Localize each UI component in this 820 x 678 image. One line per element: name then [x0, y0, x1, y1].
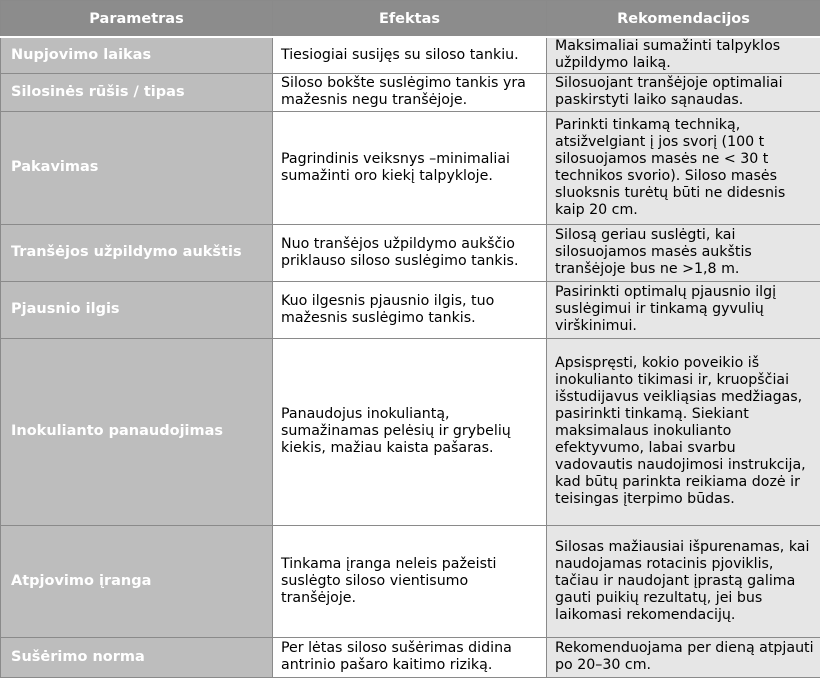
- parameter-cell: Sušėrimo norma: [1, 637, 273, 677]
- parameter-cell: Silosinės rūšis / tipas: [1, 73, 273, 111]
- effect-cell: Nuo tranšėjos užpildymo aukščio priklauso siloso suslėgimo tankis.: [273, 224, 547, 281]
- effect-cell: Tiesiogiai susijęs su siloso tankiu.: [273, 37, 547, 73]
- table-row: [1, 224, 820, 281]
- table-row: [1, 37, 820, 73]
- parameter-cell: Tranšėjos užpildymo aukštis: [1, 224, 273, 281]
- table-row: [1, 281, 820, 338]
- parameter-cell: Inokulianto panaudojimas: [1, 338, 273, 525]
- table-row: [1, 525, 820, 637]
- header-effect: Efektas: [273, 1, 547, 38]
- effect-cell: Panaudojus inokuliantą, sumažinamas pelėsių ir grybelių kiekis, mažiau kaista pašaras.: [273, 338, 547, 525]
- header-row: [1, 1, 820, 38]
- table-row: [1, 637, 820, 677]
- parameter-cell: Atpjovimo įranga: [1, 525, 273, 637]
- table-row: [1, 73, 820, 111]
- parameter-cell: Pakavimas: [1, 111, 273, 224]
- table-row: [1, 111, 820, 224]
- parameter-cell: Nupjovimo laikas: [1, 37, 273, 73]
- recommendation-cell: Silosuojant tranšėjoje optimaliai paskirstyti laiko sąnaudas.: [547, 73, 820, 111]
- recommendation-cell: Pasirinkti optimalų pjausnio ilgį suslėgimui ir tinkamą gyvulių virškinimui.: [547, 281, 820, 338]
- effect-cell: Tinkama įranga neleis pažeisti suslėgto siloso vientisumo tranšėjoje.: [273, 525, 547, 637]
- recommendation-cell: Maksimaliai sumažinti talpyklos užpildymo laiką.: [547, 37, 820, 73]
- header-recommendation: Rekomendacijos: [547, 1, 820, 38]
- effect-cell: Siloso bokšte suslėgimo tankis yra mažesnis negu tranšėjoje.: [273, 73, 547, 111]
- parameter-cell: Pjausnio ilgis: [1, 281, 273, 338]
- effect-cell: Per lėtas siloso sušėrimas didina antrinio pašaro kaitimo riziką.: [273, 637, 547, 677]
- effect-cell: Pagrindinis veiksnys –minimaliai sumažinti oro kiekį talpykloje.: [273, 111, 547, 224]
- table-row: [1, 338, 820, 525]
- recommendation-cell: Parinkti tinkamą techniką, atsižvelgiant į jos svorį (100 t silosuojamos masės ne < 30 t technikos svorio). Siloso masės sluoksnis turėtų būti ne didesnis kaip 20 cm.: [547, 111, 820, 224]
- effect-cell: Kuo ilgesnis pjausnio ilgis, tuo mažesnis suslėgimo tankis.: [273, 281, 547, 338]
- recommendation-cell: Rekomenduojama per dieną atpjauti po 20–30 cm.: [547, 637, 820, 677]
- header-parameter: Parametras: [1, 1, 273, 38]
- recommendation-cell: Silosą geriau suslėgti, kai silosuojamos masės aukštis tranšėjoje bus ne >1,8 m.: [547, 224, 820, 281]
- recommendation-cell: Silosas mažiausiai išpurenamas, kai naudojamas rotacinis pjoviklis, tačiau ir naudojant įprastą galima gauti puikių rezultatų, jei bus laikomasi rekomendacijų.: [547, 525, 820, 637]
- recommendation-cell: Apsispręsti, kokio poveikio iš inokulianto tikimasi ir, kruopščiai išstudijavus veikliąsias medžiagas, pasirinkti tinkamą. Siekiant maksimalaus inokulianto efektyvumo, labai svarbu vadovautis naudojimosi instrukcija, kad būtų parinkta reikiama dozė ir teisingas įterpimo būdas.: [547, 338, 820, 525]
